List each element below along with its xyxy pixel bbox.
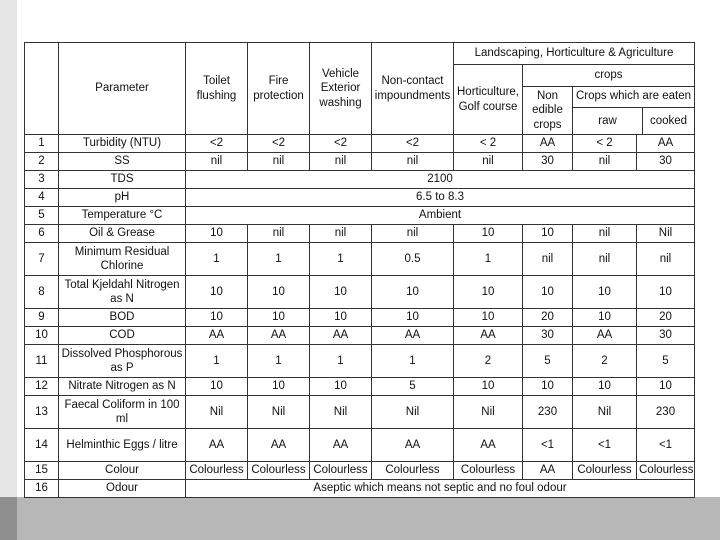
row-span-value: Ambient — [186, 207, 695, 225]
cell-value: 5 — [523, 345, 573, 378]
cell-value: AA — [573, 327, 637, 345]
cell-value: 1 — [248, 243, 310, 276]
row-parameter: TDS — [59, 171, 186, 189]
cell-value: nil — [454, 153, 523, 171]
cell-value: Nil — [573, 396, 637, 429]
table-row — [25, 171, 695, 189]
header-horticulture: Horticulture, Golf course — [454, 65, 523, 135]
cell-value: 10 — [573, 309, 637, 327]
cell-value: <1 — [637, 429, 695, 462]
row-parameter: Nitrate Nitrogen as N — [59, 378, 186, 396]
cell-value: Nil — [637, 225, 695, 243]
cell-value: <1 — [573, 429, 637, 462]
row-parameter: Total Kjeldahl Nitrogen as N — [59, 276, 186, 309]
left-accent-bar — [0, 0, 17, 540]
table-row — [25, 327, 695, 345]
cell-value: 230 — [637, 396, 695, 429]
header-fire-protection: Fire protection — [248, 43, 310, 135]
row-parameter: Colour — [59, 462, 186, 480]
cell-value: AA — [248, 327, 310, 345]
cell-value: nil — [573, 153, 637, 171]
cell-value: 230 — [523, 396, 573, 429]
row-span-value: 2100 — [186, 171, 695, 189]
cell-value: nil — [186, 153, 248, 171]
cell-value: <2 — [310, 135, 372, 153]
cell-value: 5 — [637, 345, 695, 378]
header-raw: raw — [573, 108, 643, 134]
cell-value: Nil — [372, 396, 454, 429]
cell-value: Colourless — [248, 462, 310, 480]
cell-value: 1 — [248, 345, 310, 378]
cell-value: nil — [523, 243, 573, 276]
cell-value: Nil — [248, 396, 310, 429]
cell-value: <2 — [186, 135, 248, 153]
header-cooked: cooked — [649, 114, 688, 127]
cell-value: 10 — [454, 276, 523, 309]
cell-value: 10 — [523, 276, 573, 309]
cell-value: 10 — [248, 378, 310, 396]
cell-value: 10 — [454, 378, 523, 396]
cell-value: Colourless — [637, 462, 695, 480]
row-parameter: Oil & Grease — [59, 225, 186, 243]
table-row — [25, 309, 695, 327]
header-number — [25, 43, 59, 135]
cell-value: nil — [573, 243, 637, 276]
row-parameter: Minimum Residual Chlorine — [59, 243, 186, 276]
row-parameter: Dissolved Phosphorous as P — [59, 345, 186, 378]
cell-value: Nil — [454, 396, 523, 429]
header-vehicle-washing: Vehicle Exterior washing — [310, 43, 372, 135]
header-crops: crops — [523, 65, 695, 87]
cell-value: nil — [637, 243, 695, 276]
table-row — [25, 345, 695, 378]
cell-value: 30 — [637, 327, 695, 345]
cell-value: Nil — [310, 396, 372, 429]
table-row — [25, 462, 695, 480]
cell-value: <2 — [372, 135, 454, 153]
row-parameter: Odour — [59, 480, 186, 498]
cell-value: 10 — [637, 378, 695, 396]
cell-value: 1 — [454, 243, 523, 276]
cell-value: < 2 — [454, 135, 523, 153]
header-toilet-flushing: Toilet flushing — [186, 43, 248, 135]
cell-value: 10 — [310, 378, 372, 396]
row-parameter: Helminthic Eggs / litre — [59, 429, 186, 462]
cell-value: nil — [573, 225, 637, 243]
cell-value: nil — [310, 153, 372, 171]
cell-value: 1 — [310, 345, 372, 378]
table-row — [25, 396, 695, 429]
cell-value: AA — [523, 462, 573, 480]
cell-value: 10 — [454, 309, 523, 327]
slide-footer-bar — [0, 497, 720, 540]
cell-value: AA — [372, 429, 454, 462]
cell-value: AA — [310, 327, 372, 345]
cell-value: 10 — [573, 276, 637, 309]
row-number: 5 — [25, 207, 59, 225]
cell-value: nil — [372, 153, 454, 171]
cell-value: nil — [248, 225, 310, 243]
row-number: 8 — [25, 276, 59, 309]
cell-value: 5 — [372, 378, 454, 396]
header-parameter: Parameter — [59, 43, 186, 135]
cell-value: 20 — [637, 309, 695, 327]
row-number: 12 — [25, 378, 59, 396]
row-number: 9 — [25, 309, 59, 327]
table-row — [25, 135, 695, 153]
cell-value: AA — [248, 429, 310, 462]
cell-value: AA — [186, 429, 248, 462]
cell-value: 10 — [248, 276, 310, 309]
cell-value: 2 — [573, 345, 637, 378]
table-row — [25, 276, 695, 309]
cell-value: 30 — [523, 153, 573, 171]
row-number: 11 — [25, 345, 59, 378]
table-row — [25, 378, 695, 396]
row-number: 10 — [25, 327, 59, 345]
row-parameter: SS — [59, 153, 186, 171]
row-parameter: Temperature °C — [59, 207, 186, 225]
cell-value: <1 — [523, 429, 573, 462]
cell-value: 10 — [454, 225, 523, 243]
cell-value: Colourless — [372, 462, 454, 480]
cell-value: 20 — [523, 309, 573, 327]
row-parameter: Turbidity (NTU) — [59, 135, 186, 153]
cell-value: 10 — [186, 276, 248, 309]
header-crops-eaten-label: Crops which are eaten — [573, 87, 694, 107]
cell-value: 1 — [372, 345, 454, 378]
cell-value: AA — [310, 429, 372, 462]
cell-value: 10 — [372, 276, 454, 309]
cell-value: Colourless — [310, 462, 372, 480]
cell-value: 1 — [186, 345, 248, 378]
row-number: 1 — [25, 135, 59, 153]
table-row — [25, 480, 695, 498]
row-number: 16 — [25, 480, 59, 498]
cell-value: 10 — [186, 309, 248, 327]
row-number: 15 — [25, 462, 59, 480]
cell-value: nil — [248, 153, 310, 171]
cell-value: AA — [372, 327, 454, 345]
table-body — [25, 135, 695, 498]
cell-value: Colourless — [186, 462, 248, 480]
cell-value: < 2 — [573, 135, 637, 153]
table-row — [25, 153, 695, 171]
cell-value: 1 — [310, 243, 372, 276]
cell-value: 10 — [248, 309, 310, 327]
cell-value: 10 — [523, 225, 573, 243]
table-row — [25, 225, 695, 243]
cell-value: AA — [186, 327, 248, 345]
row-parameter: pH — [59, 189, 186, 207]
header-eaten-sub — [573, 108, 694, 134]
row-parameter: COD — [59, 327, 186, 345]
cell-value: 10 — [186, 225, 248, 243]
cell-value: 0.5 — [372, 243, 454, 276]
row-number: 6 — [25, 225, 59, 243]
row-number: 7 — [25, 243, 59, 276]
cell-value: 2 — [454, 345, 523, 378]
footer-accent — [0, 497, 17, 540]
cell-value: 10 — [310, 309, 372, 327]
row-number: 2 — [25, 153, 59, 171]
cell-value: 10 — [573, 378, 637, 396]
row-parameter: Faecal Coliform in 100 ml — [59, 396, 186, 429]
cell-value: <2 — [248, 135, 310, 153]
table-row — [25, 243, 695, 276]
cell-value: 10 — [186, 378, 248, 396]
table-row — [25, 189, 695, 207]
cell-value: 10 — [637, 276, 695, 309]
row-span-value: Aseptic which means not septic and no foul odour — [186, 480, 695, 498]
table-row — [25, 207, 695, 225]
header-crops-eaten — [573, 87, 695, 135]
cell-value: AA — [454, 327, 523, 345]
cell-value: AA — [637, 135, 695, 153]
table-row — [25, 429, 695, 462]
cell-value: Colourless — [573, 462, 637, 480]
row-span-value: 6.5 to 8.3 — [186, 189, 695, 207]
cell-value: 30 — [637, 153, 695, 171]
row-parameter: BOD — [59, 309, 186, 327]
cell-value: nil — [310, 225, 372, 243]
water-quality-table — [24, 42, 695, 498]
header-non-contact: Non-contact impoundments — [372, 43, 454, 135]
cell-value: 1 — [186, 243, 248, 276]
row-number: 14 — [25, 429, 59, 462]
row-number: 4 — [25, 189, 59, 207]
row-number: 3 — [25, 171, 59, 189]
cell-value: AA — [454, 429, 523, 462]
cell-value: Nil — [186, 396, 248, 429]
header-non-edible: Non edible crops — [523, 87, 573, 135]
row-number: 13 — [25, 396, 59, 429]
cell-value: 10 — [310, 276, 372, 309]
cell-value: 30 — [523, 327, 573, 345]
header-landscaping: Landscaping, Horticulture & Agriculture — [454, 43, 695, 65]
cell-value: AA — [523, 135, 573, 153]
cell-value: 10 — [372, 309, 454, 327]
cell-value: 10 — [523, 378, 573, 396]
cell-value: nil — [372, 225, 454, 243]
cell-value: Colourless — [454, 462, 523, 480]
